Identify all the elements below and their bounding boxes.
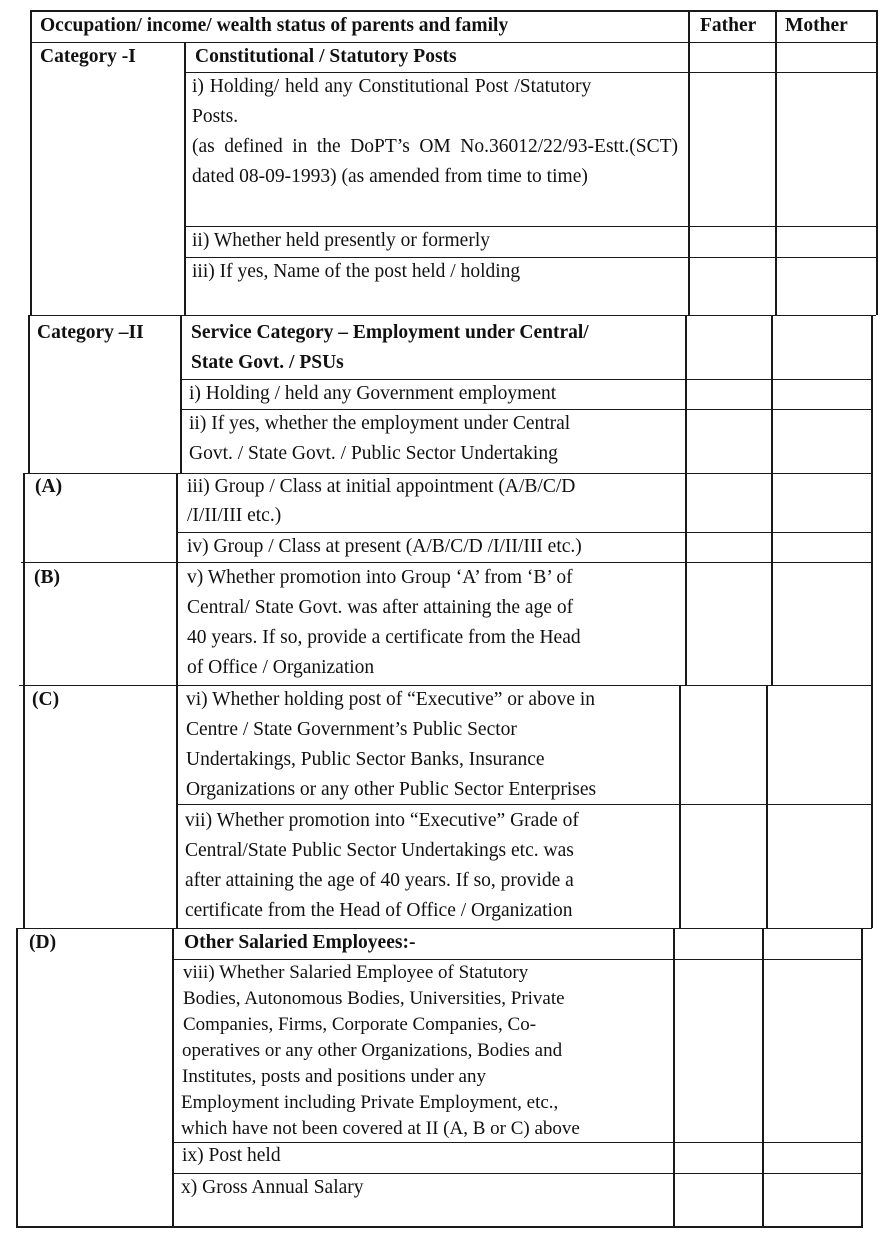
table-border-right <box>876 10 878 315</box>
col-sep-mother <box>762 928 764 1228</box>
category-2-item-iv: iv) Group / Class at present (A/B/C/D /I/II/III etc.) <box>187 536 582 557</box>
category-2-item-viii: which have not been covered at II (A, B or C) above <box>181 1118 580 1139</box>
category-2-item-viii: Bodies, Autonomous Bodies, Universities, Private <box>183 988 565 1009</box>
category-2-item-ii: Govt. / State Govt. / Public Sector Undertaking <box>189 443 558 464</box>
category-2-heading: Service Category – Employment under Central/ <box>191 322 589 343</box>
category-1-item-i-note: (as defined in the DoPT’s OM No.36012/22/93-Estt.(SCT) dated 08-09-1993) (as amended from time to time) <box>192 136 678 187</box>
col-sep-father <box>679 685 681 928</box>
category-2-item-viii: viii) Whether Salaried Employee of Statutory <box>183 962 529 983</box>
sub-b-label: (B) <box>34 567 60 588</box>
col-sep-father <box>688 10 690 315</box>
col-sep-label <box>180 315 182 473</box>
col-sep-mother <box>775 10 777 315</box>
category-2-item-i: i) Holding / held any Government employment <box>189 383 557 404</box>
category-2-label: Category –II <box>37 322 144 343</box>
col-sep-mother <box>771 315 773 685</box>
category-2-item-viii: Companies, Firms, Corporate Companies, Co- <box>183 1014 537 1035</box>
category-1-item-iii: iii) If yes, Name of the post held / holding <box>192 261 521 282</box>
sub-d-label: (D) <box>29 932 57 953</box>
category-2-item-v: of Office / Organization <box>187 657 375 678</box>
table-border-left <box>30 10 32 315</box>
table-border-bottom <box>16 1226 863 1228</box>
table-border-right <box>861 928 863 1228</box>
category-2-item-viii: Employment including Private Employment, etc., <box>181 1092 559 1113</box>
category-2-item-vi: Centre / State Government’s Public Sector <box>186 719 517 740</box>
table-border-left <box>16 928 18 1228</box>
sub-c-label: (C) <box>32 689 60 710</box>
category-2-item-ix: ix) Post held <box>182 1145 281 1166</box>
table-border-left <box>23 473 25 928</box>
category-2-item-viii: Institutes, posts and positions under any <box>182 1066 486 1087</box>
category-2-item-vi: Undertakings, Public Sector Banks, Insurance <box>186 749 545 770</box>
category-2-item-ii: ii) If yes, whether the employment under Central <box>189 413 571 434</box>
category-2-item-iii: iii) Group / Class at initial appointment (A/B/C/D <box>187 476 576 497</box>
category-2-item-vii: vii) Whether promotion into “Executive” Grade of <box>185 810 579 831</box>
category-1-item-i: Posts. <box>192 106 239 127</box>
category-2-item-vi: vi) Whether holding post of “Executive” or above in <box>186 689 596 710</box>
category-2-item-v: v) Whether promotion into Group ‘A’ from ‘B’ of <box>187 567 573 588</box>
col-sep-label <box>172 928 174 1228</box>
category-2-item-viii: operatives or any other Organizations, Bodies and <box>182 1040 563 1061</box>
category-2-item-vii: certificate from the Head of Office / Organization <box>185 900 573 921</box>
header-title: Occupation/ income/ wealth status of parents and family <box>40 15 509 36</box>
table-border-left <box>28 315 30 473</box>
category-1-item-ii: ii) Whether held presently or formerly <box>192 230 490 251</box>
col-sep-label <box>184 42 186 315</box>
category-1-item-i: i) Holding/ held any Constitutional Post /Statutory <box>192 76 592 97</box>
category-1-label: Category -I <box>40 46 136 67</box>
category-1-heading: Constitutional / Statutory Posts <box>195 46 457 67</box>
table-border-right <box>871 315 873 928</box>
row-rule <box>17 928 872 929</box>
category-2-heading: State Govt. / PSUs <box>191 352 344 373</box>
category-2-item-v: Central/ State Govt. was after attaining the age of <box>187 597 574 618</box>
row-rule <box>29 315 876 316</box>
category-2-item-iii: /I/II/III etc.) <box>187 505 282 526</box>
category-2-item-vii: Central/State Public Sector Undertakings etc. was <box>185 840 574 861</box>
category-2-heading-d: Other Salaried Employees:- <box>184 932 416 953</box>
col-sep-mother <box>766 685 768 928</box>
category-2-item-vii: after attaining the age of 40 years. If so, provide a <box>185 870 574 891</box>
category-2-item-vi: Organizations or any other Public Sector Enterprises <box>186 779 597 800</box>
col-sep-label <box>176 473 178 928</box>
category-2-item-x: x) Gross Annual Salary <box>181 1177 364 1198</box>
col-sep-father <box>685 315 687 685</box>
sub-a-label: (A) <box>35 476 63 497</box>
header-mother: Mother <box>785 15 848 36</box>
header-father: Father <box>700 15 757 36</box>
category-2-item-v: 40 years. If so, provide a certificate from the Head <box>187 627 581 648</box>
col-sep-father <box>673 928 675 1228</box>
